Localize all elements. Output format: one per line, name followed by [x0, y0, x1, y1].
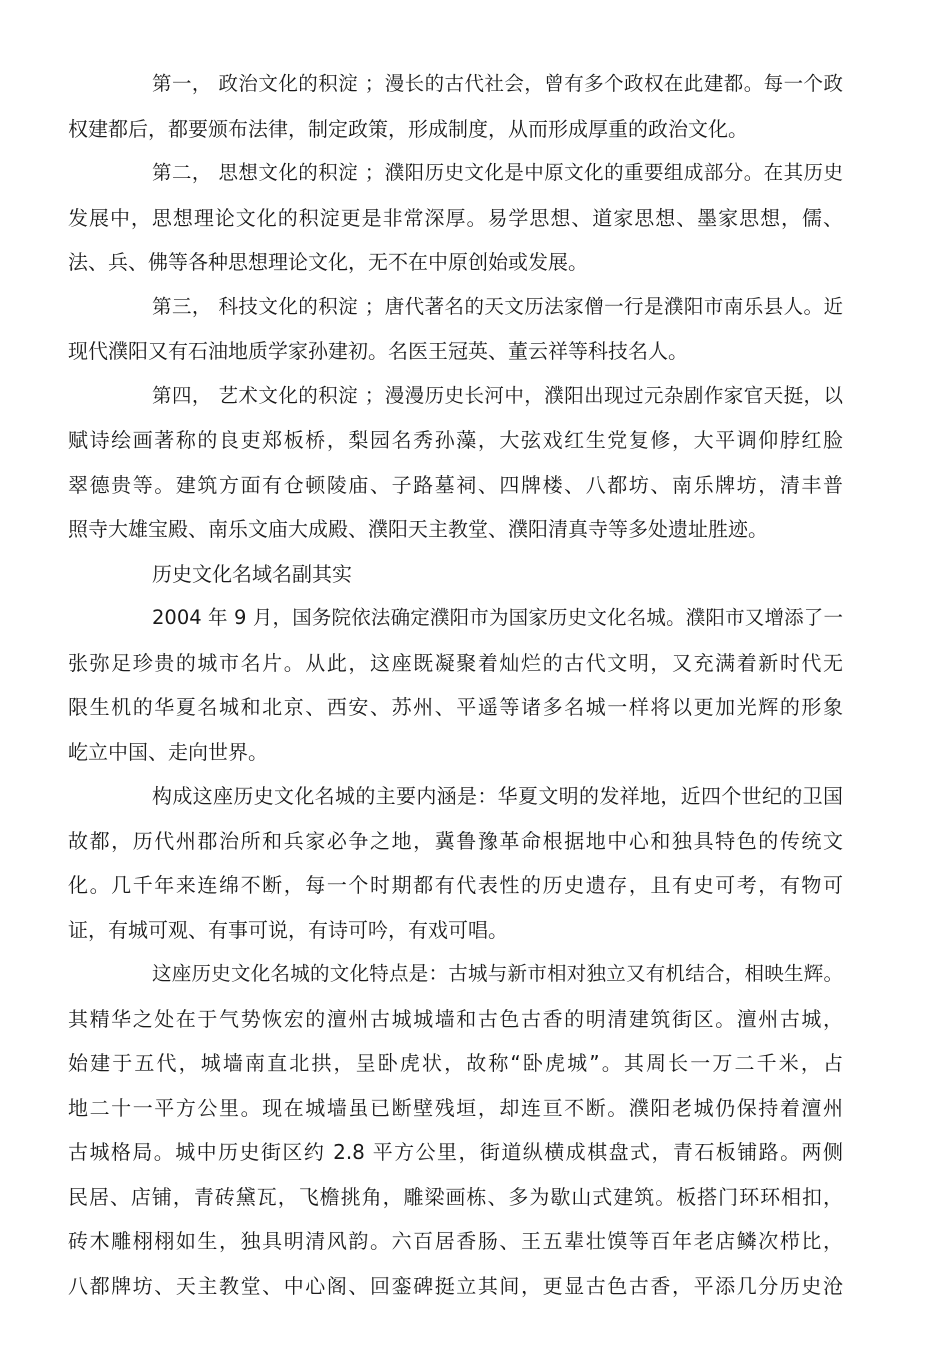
paragraph: [68, 285, 843, 374]
text-line: 化。几千年来连绵不断，每一个时期都有代表性的历史遗存，且有史可考，有物可: [68, 873, 843, 897]
text-line: 证，有城可观、有事可说，有诗可吟，有戏可唱。: [68, 917, 508, 942]
text-line: 地二十一平方公里。现在城墙虽已断壁残垣，却连亘不断。濮阳老城仍保持着澶州: [68, 1095, 843, 1120]
text-line: 故都，历代州郡治所和兵家必争之地，冀鲁豫革命根据地中心和独具特色的传统文: [68, 828, 843, 853]
document-page: [68, 62, 843, 1308]
text-line: 翠德贵等。建筑方面有仓顿陵庙、子路墓祠、四牌楼、八都坊、南乐牌坊，清丰普: [68, 472, 843, 497]
text-line: 第三， 科技文化的积淀 ；唐代著名的天文历法家僧一行是濮阳市南乐县人。近: [152, 294, 843, 318]
text-line: 民居、店铺，青砖黛瓦，飞檐挑角，雕梁画栋、多为歇山式建筑。板搭门环环相扣，: [68, 1184, 843, 1209]
paragraph: [68, 62, 843, 151]
text-line: 古城格局。城中历史街区约 2.8 平方公里，街道纵横成棋盘式，青石板铺路。两侧: [68, 1140, 843, 1164]
paragraph: [68, 374, 843, 552]
text-line: 八都牌坊、天主教堂、中心阁、回銮碑挺立其间，更显古色古香，平添几分历史沧: [68, 1273, 843, 1298]
text-line: 这座历史文化名城的文化特点是：古城与新市相对独立又有机结合，相映生辉。: [152, 962, 843, 985]
text-line: 赋诗绘画著称的良吏郑板桥，梨园名秀孙藻，大弦戏红生党复修，大平调仰脖红脸: [68, 428, 843, 452]
text-line: 历史文化名域名副其实: [152, 561, 352, 586]
text-line: 屹立中国、走向世界。: [68, 739, 268, 764]
text-line: 张弥足珍贵的城市名片。从此，这座既凝聚着灿烂的古代文明，又充满着新时代无: [68, 650, 843, 675]
paragraph: [68, 596, 843, 774]
text-line: 构成这座历史文化名城的主要内涵是：华夏文明的发祥地，近四个世纪的卫国: [152, 784, 843, 808]
text-line: 现代濮阳又有石油地质学家孙建初。名医王冠英、董云祥等科技名人。: [68, 339, 688, 363]
text-line: 第四， 艺术文化的积淀 ；漫漫历史长河中，濮阳出现过元杂剧作家官天挺，以: [152, 383, 843, 407]
section-heading: [68, 552, 843, 597]
text-line: 始建于五代，城墙南直北拱，呈卧虎状，故称“卧虎城”。其周长一万二千米，占: [68, 1051, 843, 1075]
paragraph: [68, 151, 843, 285]
text-line: 权建都后，都要颁布法律，制定政策，形成制度，从而形成厚重的政治文化。: [68, 116, 748, 141]
paragraph: [68, 952, 843, 1308]
text-line: 其精华之处在于气势恢宏的澶州古城城墙和古色古香的明清建筑街区。澶州古城，: [68, 1006, 843, 1031]
text-line: 法、兵、佛等各种思想理论文化，无不在中原创始或发展。: [68, 250, 588, 274]
text-line: 发展中，思想理论文化的积淀更是非常深厚。易学思想、道家思想、墨家思想，儒、: [68, 205, 843, 230]
text-line: 限生机的华夏名城和北京、西安、苏州、平遥等诸多名城一样将以更加光辉的形象: [68, 695, 843, 719]
text-line: 2004 年 9 月，国务院依法确定濮阳市为国家历史文化名城。濮阳市又增添了一: [152, 606, 843, 629]
paragraph: [68, 774, 843, 952]
text-line: 第二， 思想文化的积淀 ；濮阳历史文化是中原文化的重要组成部分。在其历史: [152, 161, 843, 184]
text-line: 砖木雕栩栩如生，独具明清风韵。六百居香肠、王五辈壮馍等百年老店鳞次栉比，: [68, 1229, 843, 1253]
text-line: 照寺大雄宝殿、南乐文庙大成殿、濮阳天主教堂、濮阳清真寺等多处遗址胜迹。: [68, 517, 768, 541]
text-line: 第一， 政治文化的积淀 ；漫长的古代社会，曾有多个政权在此建都。每一个政: [152, 72, 843, 95]
